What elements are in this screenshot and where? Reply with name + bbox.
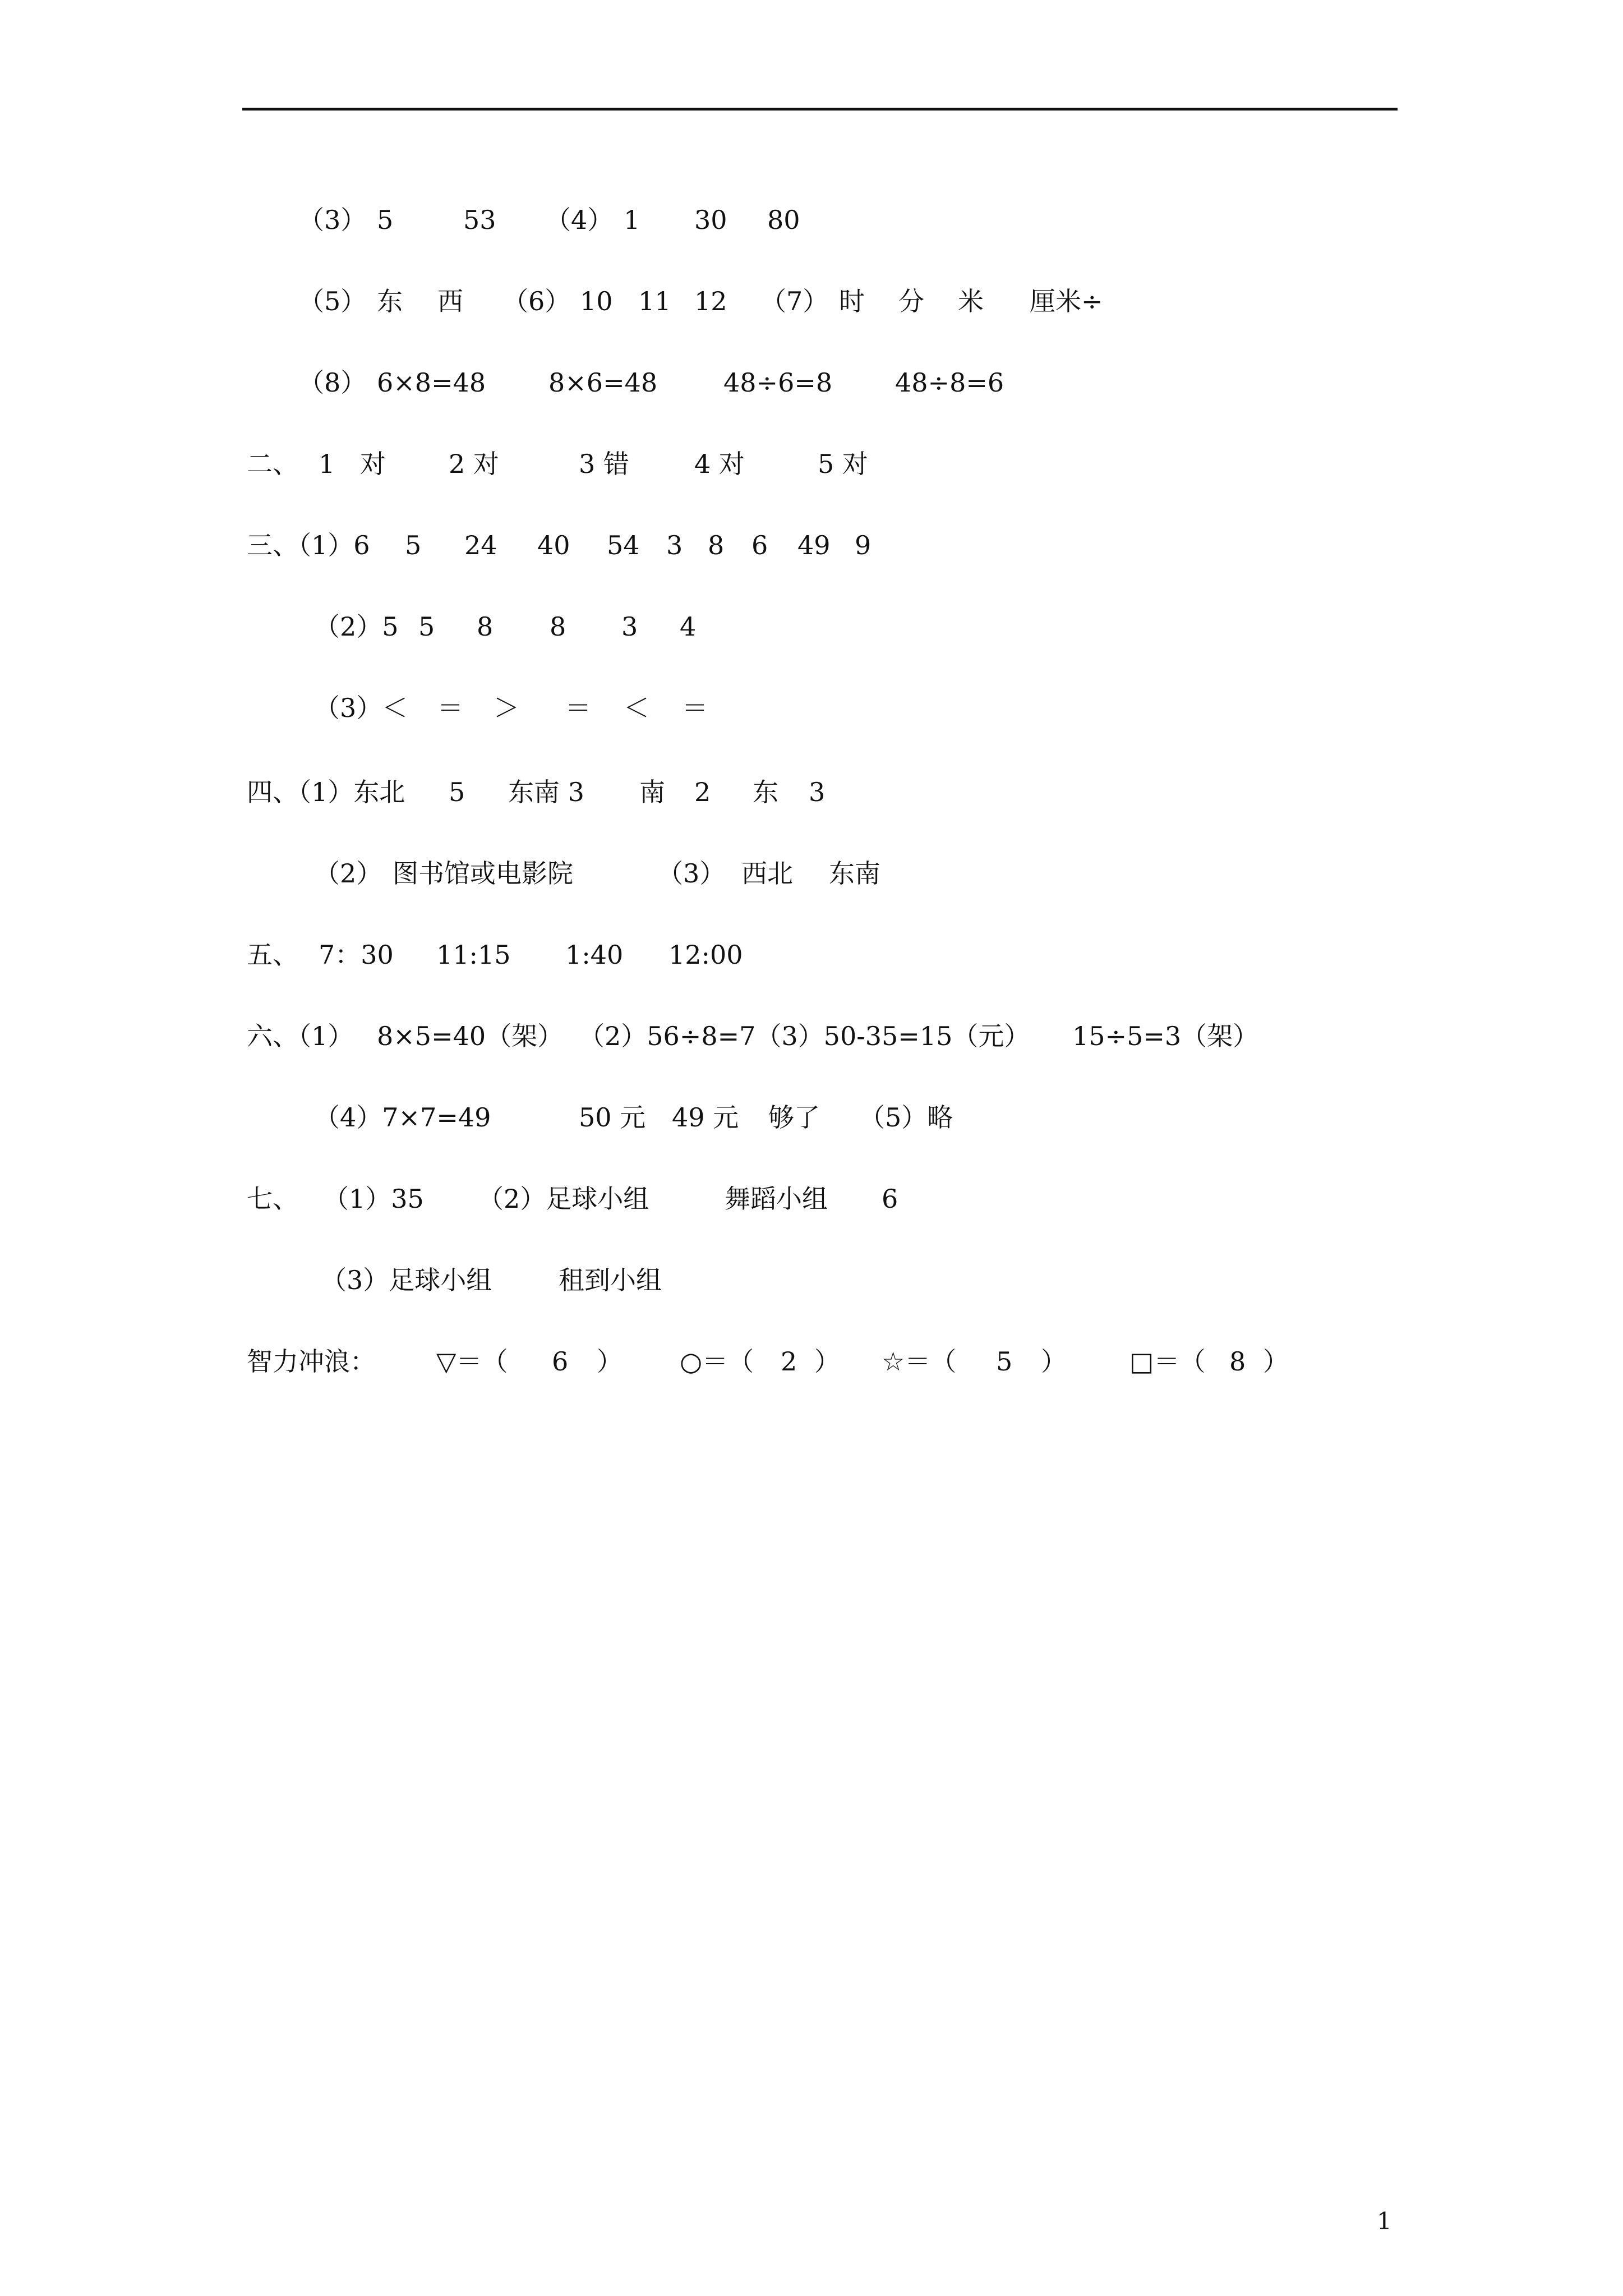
answer-item: 8×5=40（架）	[377, 1021, 564, 1051]
answer-item: 4 对	[694, 449, 745, 479]
answer-item: 南	[639, 777, 665, 807]
answer-item: 10	[580, 286, 613, 316]
answer-item: 图书馆或电影院	[393, 858, 573, 889]
section-label: 三、（1）6	[247, 530, 370, 560]
answer-item: 49 元	[672, 1102, 739, 1133]
answer-item: 东南	[829, 858, 880, 889]
answer-item: （2）5	[314, 611, 399, 642]
answer-item: 5	[449, 777, 465, 807]
answer-item: 租到小组	[559, 1265, 662, 1295]
answer-item: 2	[694, 777, 711, 807]
section-label: 六、（1）	[247, 1021, 354, 1051]
answer-item: 5	[377, 205, 394, 235]
answer-item: （3）足球小组	[321, 1265, 492, 1295]
answer-item: （2）56÷8=7（3）50-35=15（元）	[579, 1021, 1030, 1051]
answer-item: 1	[319, 449, 335, 479]
answer-item: 对	[360, 449, 386, 479]
answer-item: ）	[814, 1346, 840, 1377]
answer-item: （4）7×7=49	[314, 1102, 491, 1133]
answer-item: 东南 3	[508, 777, 584, 807]
answer-item: 3	[621, 611, 638, 642]
answer-item: （3）	[298, 205, 367, 235]
answer-item: （4）	[545, 205, 614, 235]
answer-item: 够了	[768, 1102, 820, 1133]
answer-item: （3）	[657, 858, 726, 889]
answer-item: 3 错	[579, 449, 629, 479]
answer-item: 分	[898, 286, 924, 316]
header-rule	[242, 108, 1398, 111]
answer-item: （7）	[760, 286, 829, 316]
answer-item: 9	[855, 530, 872, 560]
answer-line	[0, 938, 1623, 988]
answer-item: 12:00	[668, 940, 743, 970]
answer-item: 6	[882, 1184, 898, 1214]
answer-item: 8	[477, 611, 494, 642]
answer-item: ＝	[437, 693, 463, 723]
answer-item: 8	[550, 611, 566, 642]
answer-item: 30	[694, 205, 727, 235]
page-number: 1	[1377, 2207, 1392, 2235]
answer-item: （3）＜	[314, 693, 408, 723]
section-label: 七、	[247, 1184, 298, 1214]
answer-item: 8	[708, 530, 725, 560]
answer-item: 50 元	[579, 1102, 646, 1133]
answer-item: （8）	[298, 367, 367, 398]
answer-item: 24	[464, 530, 497, 560]
answer-item: 8	[1229, 1346, 1246, 1377]
answer-item: ○＝（	[680, 1346, 754, 1377]
answer-item: 1:40	[565, 940, 624, 970]
answer-item: ）	[1263, 1346, 1289, 1377]
answer-item: ）	[597, 1346, 623, 1377]
answer-line	[0, 1019, 1623, 1070]
answer-item: 5 对	[818, 449, 868, 479]
answer-item: ＝	[682, 693, 708, 723]
answer-item: 53	[463, 205, 496, 235]
answer-item: 西北	[741, 858, 793, 889]
answer-line	[0, 1101, 1623, 1151]
answer-item: 2 对	[449, 449, 499, 479]
answer-item: 时	[839, 286, 865, 316]
answer-item: 5	[418, 611, 435, 642]
answer-item: 舞蹈小组	[725, 1184, 828, 1214]
answer-item: ☆＝（	[882, 1346, 957, 1377]
answer-item: 6×8=48	[377, 367, 486, 398]
answer-item: 8×6=48	[548, 367, 658, 398]
answer-item: 80	[767, 205, 800, 235]
answer-item: 48÷6=8	[723, 367, 833, 398]
answer-item: 49	[797, 530, 831, 560]
section-label: 四、（1）东北	[247, 777, 405, 807]
answer-item: 东	[377, 286, 403, 316]
answer-item: 15÷5=3（架）	[1072, 1021, 1259, 1051]
answer-item: 3	[666, 530, 683, 560]
answer-item: （2）足球小组	[478, 1184, 649, 1214]
answer-item: 7：30	[319, 940, 394, 970]
answer-item: 11	[638, 286, 671, 316]
answer-line	[0, 610, 1623, 660]
answer-line	[0, 1182, 1623, 1232]
section-label: 五、	[247, 940, 298, 970]
answer-line	[0, 366, 1623, 416]
answer-item: 6	[751, 530, 768, 560]
answer-item: （1）35	[323, 1184, 424, 1214]
answer-item: 11:15	[436, 940, 511, 970]
answer-item: （5）	[298, 286, 367, 316]
answer-item: 1	[624, 205, 640, 235]
answer-line	[0, 1263, 1623, 1314]
answer-item: 48÷8=6	[895, 367, 1004, 398]
answer-item: 54	[607, 530, 640, 560]
answer-item: 4	[680, 611, 697, 642]
answer-line	[0, 857, 1623, 907]
answer-item: 2	[781, 1346, 797, 1377]
answer-line	[0, 775, 1623, 826]
answer-item: 40	[537, 530, 570, 560]
answer-item: 西	[437, 286, 463, 316]
section-label: 智力冲浪：	[247, 1346, 376, 1377]
answer-item: ＜	[624, 693, 649, 723]
answer-item: 厘米÷	[1030, 286, 1103, 316]
answer-line	[0, 528, 1623, 579]
answer-item: 5	[405, 530, 422, 560]
answer-item: （5）略	[859, 1102, 953, 1133]
answer-item: （2）	[314, 858, 382, 889]
answer-item: 3	[809, 777, 826, 807]
answer-line	[0, 1345, 1623, 1395]
answer-item: 东	[753, 777, 778, 807]
section-label: 二、	[247, 449, 298, 479]
answer-item: 5	[996, 1346, 1013, 1377]
answer-item: 12	[694, 286, 727, 316]
answer-item: 米	[958, 286, 984, 316]
answer-line	[0, 203, 1623, 254]
answer-item: ▽＝（	[436, 1346, 508, 1377]
answer-item: 6	[552, 1346, 569, 1377]
answer-line	[0, 447, 1623, 498]
answer-item: （6）	[502, 286, 571, 316]
answer-item: ＞	[494, 693, 519, 723]
answer-item: ＝	[565, 693, 591, 723]
answer-line	[0, 691, 1623, 742]
answer-item: ）	[1041, 1346, 1067, 1377]
answer-line	[0, 284, 1623, 335]
answer-item: □＝（	[1129, 1346, 1206, 1377]
